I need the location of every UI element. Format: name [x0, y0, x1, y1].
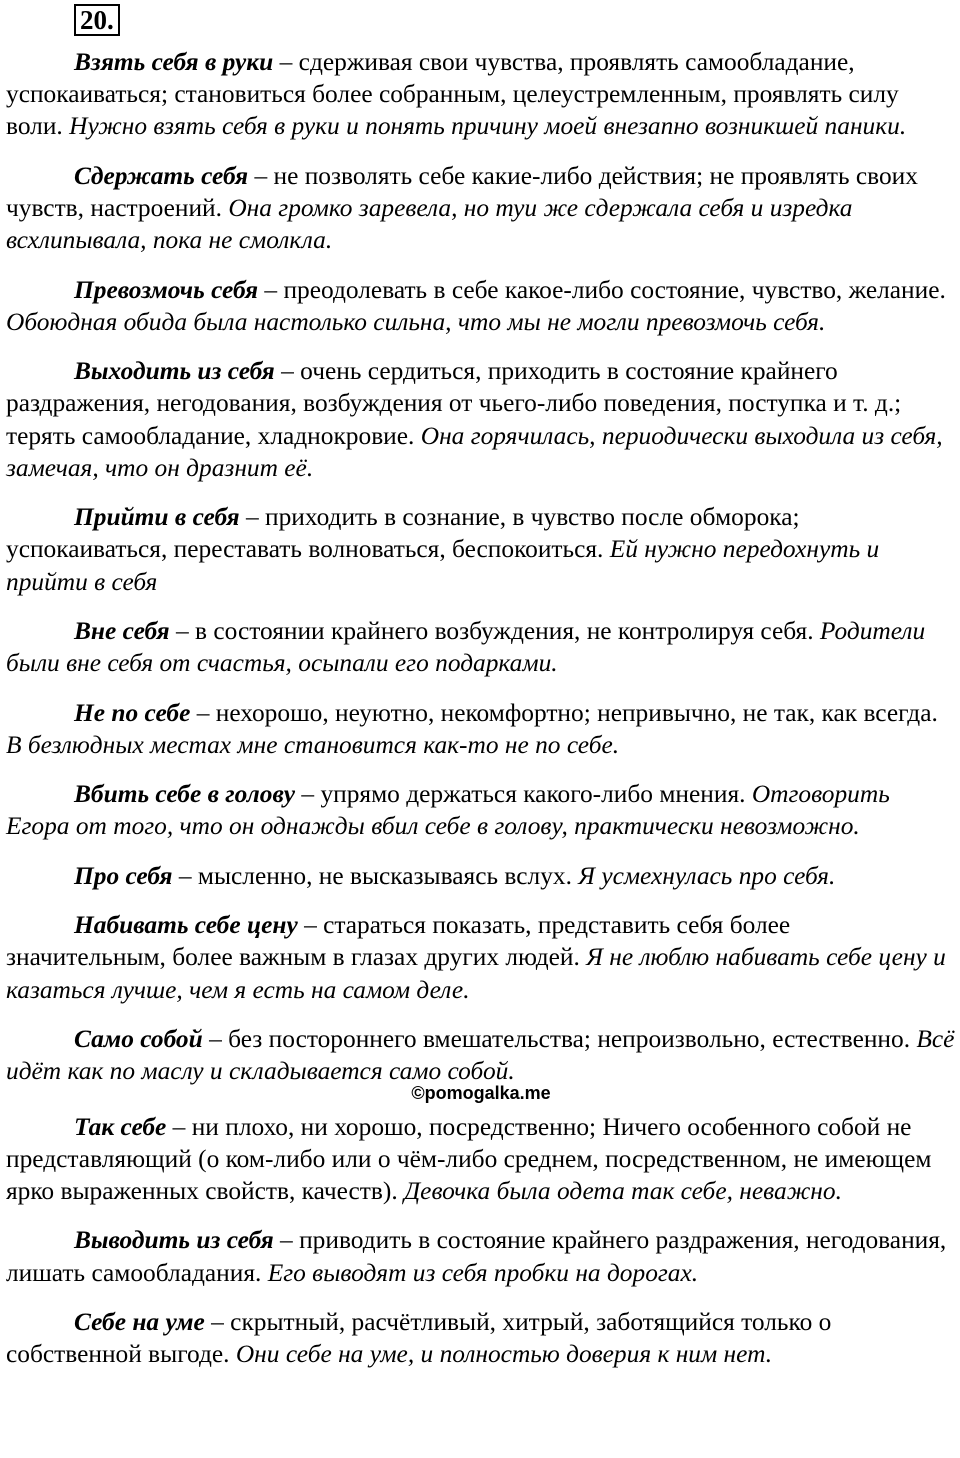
entry-pro-sebya	[6, 860, 956, 892]
entry-vyvodit-iz-sebya	[6, 1224, 956, 1288]
entry-term: Про себя	[74, 861, 173, 890]
entry-example: Она громко заревела, но туи же сдержала себя и изредка всхлипывала, пока не смолкла.	[6, 194, 853, 255]
entry-sebe-na-ume	[6, 1306, 956, 1370]
entry-example: Родители были вне себя от счастья, осыпали его подарками.	[6, 616, 926, 678]
entry-definition: – без постороннего вмешательства; непроизвольно, естественно.	[202, 1024, 917, 1053]
entry-definition: – преодолевать в себе какое-либо состояние, чувство, желание.	[258, 275, 946, 304]
entry-example: Обоюдная обида была настолько сильна, что мы не могли превозмочь себя.	[6, 307, 826, 336]
entry-sderzhat-sebya	[6, 160, 956, 257]
entry-example: В безлюдных местах мне становится как-то не по себе.	[6, 730, 620, 759]
entry-example: Нужно взять себя в руки и понять причину моей внезапно возникшей паники.	[69, 112, 907, 141]
entry-term: Само собой	[74, 1024, 203, 1053]
entry-definition: – упрямо держаться какого-либо мнения.	[295, 780, 752, 809]
entry-definition: – не позволять себе какие-либо действия; не проявлять своих чувств, настроений.	[6, 161, 918, 222]
entry-term: Сдержать себя	[74, 161, 249, 190]
entry-definition: – очень сердиться, приходить в состояние крайнего раздражения, негодования, возбуждения от чьего-либо поведения, поступка и т. д.; терять самообладание, хладнокровие.	[6, 357, 902, 450]
entry-ne-po-sebe	[6, 697, 956, 761]
entry-definition: – скрытный, расчётливый, хитрый, заботящийся только о собственной выгоде.	[6, 1307, 832, 1369]
entry-example: Девочка была одета так себе, неважно.	[404, 1176, 842, 1205]
entry-term: Себе на уме	[74, 1307, 205, 1336]
entry-definition: – ни плохо, ни хорошо, посредственно; Ничего особенного собой не представляющий (о ком-либо или о чём-либо среднем, посредственном, не имеющем ярко выраженных свойств, качеств).	[6, 1112, 932, 1205]
entry-example: Они себе на уме, и полностью доверия к ним нет.	[235, 1340, 773, 1369]
entry-term: Превозмочь себя	[74, 275, 259, 304]
entry-tak-sebe	[6, 1111, 956, 1208]
entry-example: Я не люблю набивать себе цену и казаться лучше, чем я есть на самом деле.	[6, 943, 946, 1004]
watermark: ©pomogalka.me	[411, 1083, 551, 1104]
entry-vne-sebya	[6, 615, 956, 679]
entry-example: Отговорить Егора от того, что он однажды вбил себе в голову, практически невозможно.	[6, 780, 890, 841]
entry-example: Ей нужно передохнуть и прийти в себя	[6, 535, 880, 596]
entry-term: Вне себя	[74, 616, 170, 645]
entry-vyhodit-iz-sebya	[6, 355, 956, 484]
entry-definition: – стараться показать, представить себя более значительным, более важным в глазах других людей.	[6, 911, 791, 972]
entry-term: Прийти в себя	[74, 503, 240, 532]
entry-samo-soboy	[6, 1023, 956, 1087]
entry-definition: – приходить в сознание, в чувство после обморока; успокаиваться, переставать волноваться, беспокоиться.	[6, 503, 800, 564]
entry-vbit-sebe-v-golovu	[6, 778, 956, 842]
entry-example: Она горячилась, периодически выходила из себя, замечая, что он дразнит её.	[6, 421, 943, 482]
entry-term: Выводить из себя	[74, 1226, 274, 1255]
document-page	[6, 4, 956, 1370]
entry-example: Всё идёт как по маслу и складывается само собой.	[6, 1024, 955, 1086]
entry-priyti-v-sebya	[6, 501, 956, 598]
entry-prevozmoch-sebya	[6, 274, 956, 338]
entry-definition: – мысленно, не высказываясь вслух.	[172, 861, 579, 890]
entry-term: Вбить себе в голову	[74, 780, 296, 809]
entry-vzyat-sebya-v-ruki	[6, 46, 956, 143]
exercise-number: 20.	[74, 4, 120, 36]
entry-definition: – в состоянии крайнего возбуждения, не контролируя себя.	[169, 616, 820, 645]
entry-term: Не по себе	[74, 698, 191, 727]
entry-term: Взять себя в руки	[74, 48, 274, 76]
entry-definition: – нехорошо, неуютно, некомфортно; непривычно, не так, как всегда.	[190, 698, 938, 727]
entry-example: Его выводят из себя пробки на дорогах.	[267, 1258, 699, 1287]
entry-nabivat-sebe-tsenu	[6, 909, 956, 1006]
entry-term: Набивать себе цену	[74, 911, 298, 940]
entry-example: Я усмехнулась про себя.	[578, 861, 836, 890]
entry-definition: – сдерживая свои чувства, проявлять самообладание, успокаиваться; становиться более собранным, целеустремленным, проявлять силу воли.	[6, 48, 899, 141]
entry-definition: – приводить в состояние крайнего раздражения, негодования, лишать самообладания.	[6, 1226, 947, 1287]
entry-term: Выходить из себя	[74, 357, 275, 386]
entry-term: Так себе	[74, 1112, 167, 1141]
